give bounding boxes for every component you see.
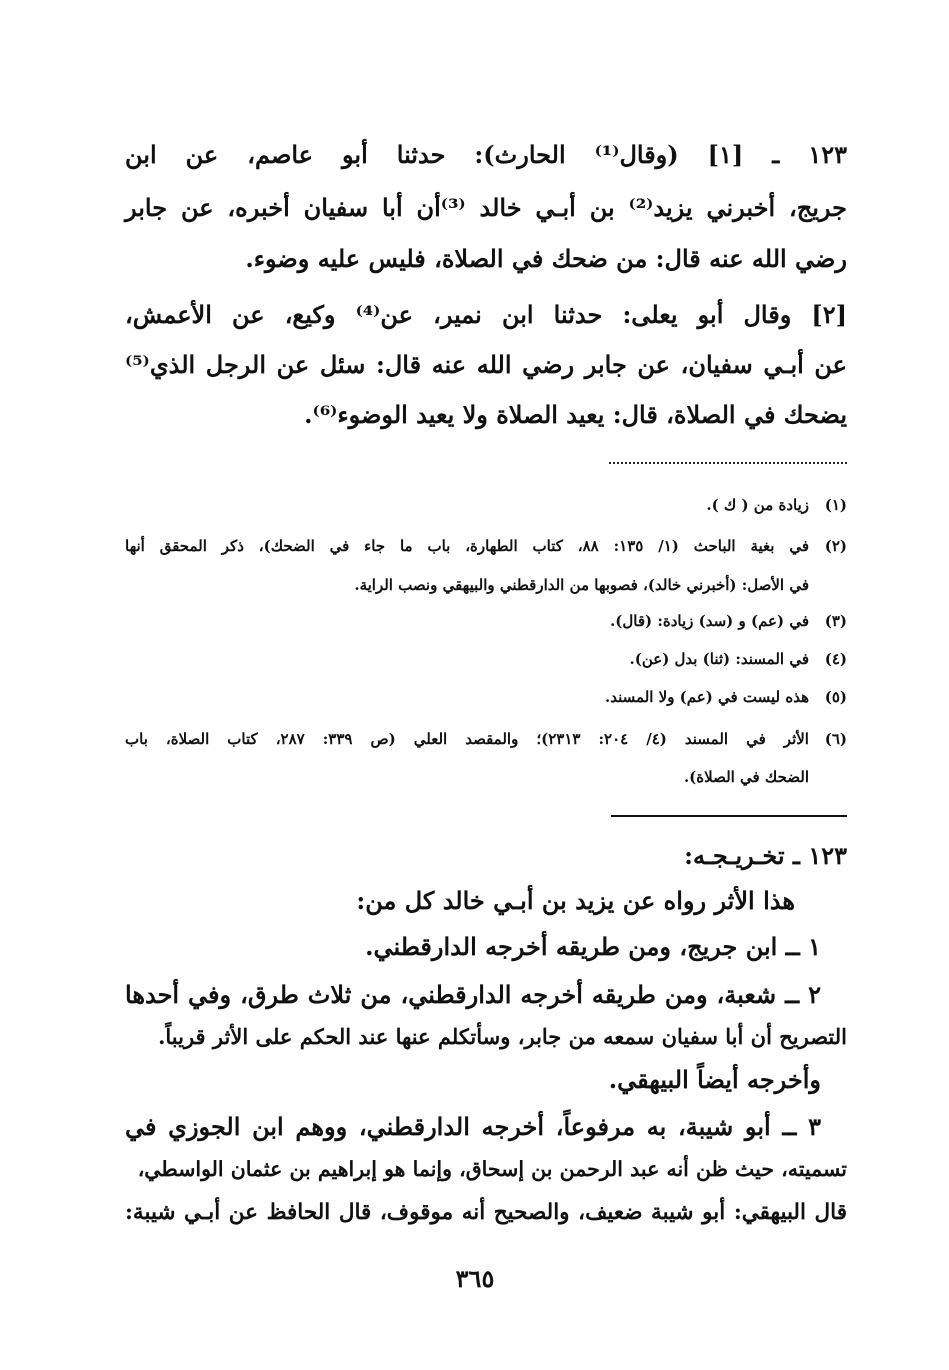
hadith-line: يضحك في الصلاة، قال: يعيد الصلاة ولا يعيد الوضوء⁽⁶⁾. bbox=[304, 400, 847, 429]
takhrij-line: وأخرجه أيضاً البيهقي. bbox=[608, 1065, 821, 1094]
footnote bbox=[125, 496, 847, 514]
footnote-text: هذه ليست في (عم) ولا المسند. bbox=[605, 688, 809, 706]
takhrij-line: هذا الأثر رواه عن يزيد بن أبـي خالد كل من: bbox=[356, 886, 795, 915]
section-rule bbox=[611, 815, 847, 817]
footnote-number: (٤) bbox=[824, 650, 847, 668]
footnote-number: (٦) bbox=[824, 730, 847, 748]
footnote-text: في (عم) و (سد) زيادة: (قال). bbox=[610, 612, 809, 630]
footnote bbox=[125, 537, 847, 555]
hadith-line: عن أبـي سفيان، عن جابر رضي الله عنه قال: سئل عن الرجل الذي⁽⁵⁾ bbox=[125, 350, 847, 379]
takhrij-line: تسميته، حيث ظن أنه عبد الرحمن بن إسحاق، وإنما هو إبراهيم بن عثمان الواسطي، bbox=[137, 1157, 847, 1181]
page-number: ٣٦٥ bbox=[455, 1264, 495, 1293]
footnote-number: (٣) bbox=[824, 612, 847, 630]
takhrij-line: ٢ ــ شعبة، ومن طريقه أخرجه الدارقطني، من ثلاث طرق، وفي أحدها bbox=[125, 980, 821, 1009]
hadith-line: رضي الله عنه قال: من ضحك في الصلاة، فليس عليه وضوء. bbox=[245, 244, 847, 273]
takhrij-line: ١ ــ ابن جريج، ومن طريقه أخرجه الدارقطني. bbox=[365, 932, 821, 961]
footnote-text: في بغية الباحث (١/ ١٣٥: ٨٨، كتاب الطهارة، باب ما جاء في الضحك)، ذكر المحقق أنها bbox=[125, 537, 809, 555]
footnote-text: زيادة من ( ك ). bbox=[706, 496, 809, 514]
footnote bbox=[125, 688, 847, 706]
footnote-number: (٢) bbox=[824, 537, 847, 555]
footnote-number: (٥) bbox=[824, 688, 847, 706]
footnote bbox=[125, 612, 847, 630]
footnote-text: في المسند: (ثنا) بدل (عن). bbox=[629, 650, 809, 668]
takhrij-line: ٣ ــ أبو شيبة، به مرفوعاً، أخرجه الدارقطني، ووهم ابن الجوزي في bbox=[125, 1112, 822, 1141]
takhrij-line: قال البيهقي: أبو شيبة ضعيف، والصحيح أنه موقوف، قال الحافظ عن أبـي شيبة: bbox=[125, 1200, 847, 1225]
footnote-continuation: في الأصل: (أخبرني خالد)، فصوبها من الدارقطني والبيهقي ونصب الراية. bbox=[354, 576, 809, 594]
footnote-continuation: الضحك في الصلاة). bbox=[683, 768, 809, 786]
footnote-text: الأثر في المسند (٤/ ٢٠٤: ٢٣١٣)؛ والمقصد العلي (ص ٣٣٩: ٢٨٧، كتاب الصلاة، باب bbox=[125, 730, 809, 748]
takhrij-line: التصريح أن أبا سفيان سمعه من جابر، وسأتكلم عنها عند الحكم على الأثر قريباً. bbox=[158, 1024, 847, 1049]
takhrij-heading: ١٢٣ ـ تخـريـجـه: bbox=[684, 841, 847, 870]
hadith-line: جريج، أخبرني يزيد⁽²⁾ بن أبـي خالد ⁽³⁾أن أبا سفيان أخبره، عن جابر bbox=[125, 193, 847, 222]
footnote-separator bbox=[609, 462, 847, 468]
hadith-line: ١٢٣ ـ [١] (وقال⁽¹⁾ الحارث): حدثنا أبو عاصم، عن ابن bbox=[125, 140, 847, 169]
footnote-number: (١) bbox=[824, 496, 847, 514]
footnote bbox=[125, 650, 847, 668]
hadith-line: [٢] وقال أبو يعلى: حدثنا ابن نمير، عن⁽⁴⁾ وكيع، عن الأعمش، bbox=[125, 300, 847, 329]
footnote bbox=[125, 730, 847, 748]
